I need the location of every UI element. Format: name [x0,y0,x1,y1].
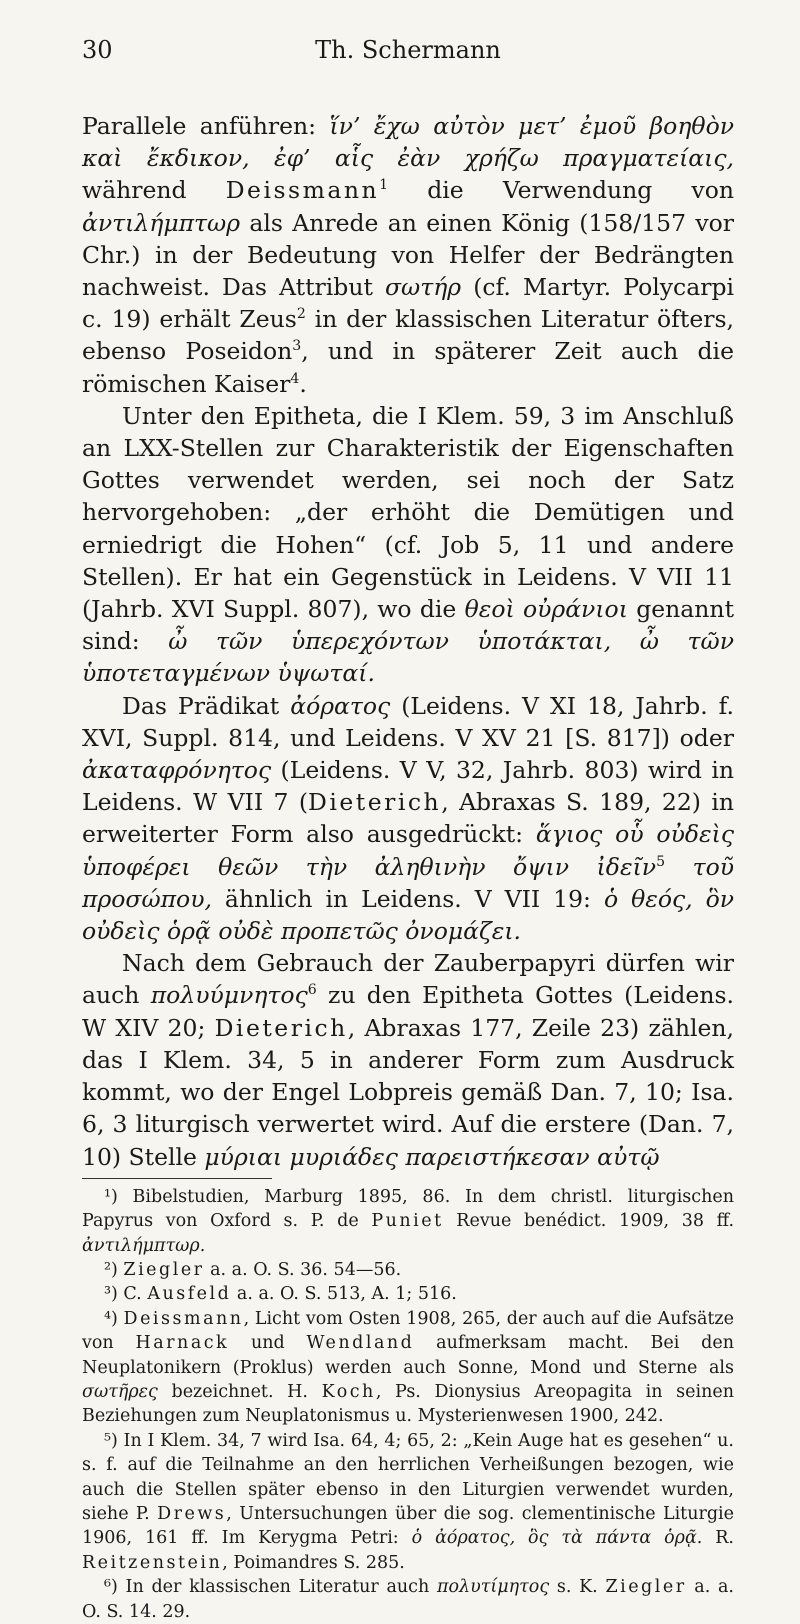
text-run: und [229,1333,307,1354]
text-run: Das Prädikat [122,691,291,720]
greek-text: τοῦ προσώπου, [82,852,734,913]
author-name: Dieterich [308,788,442,817]
text-run: R. [702,1528,734,1549]
text-run: , Ps. Dionysius Areopagita in seinen Beziehungen zum Neuplatonismus u. Mysterienwesen 1900, 242. [82,1381,735,1427]
footnotes [82,1185,734,1624]
greek-text: μύριαι μυριάδες παρειστήκεσαν αὐτῷ [204,1142,660,1171]
paragraph-1 [82,110,734,400]
author-name: Wendland [306,1333,415,1354]
text-run: ähnlich in Leidens. V VII 19: [211,884,604,913]
author-name: Harnack [135,1333,230,1354]
footnote-ref: 3 [292,338,302,355]
author-name: Ziegler [123,1259,205,1280]
greek-text: ἀντιλήμπτωρ. [82,1235,206,1256]
text-run: , Abraxas S. 189, 22) in erweiterter Form also ausgedrückt: [82,788,734,849]
author-name: Puniet [371,1211,444,1232]
greek-text: ἵν’ ἔχω αὐτὸν μετ’ ἐμοῦ βοηθὸν καὶ ἔκδικον, ἐφ’ αἷς ἐὰν χρήζω πραγματείαις, [82,112,734,173]
footnote-1 [82,1185,734,1258]
footnote-ref: 1 [379,177,389,194]
author-name: Ziegler [605,1577,687,1598]
text-run: ¹) Bibelstudien, Marburg 1895, 86. In dem christl. liturgischen Papyrus von Oxford s. P. de [82,1186,734,1232]
author-name: Drews [157,1503,227,1524]
text-run: in der klassischen Literatur öfters, ebenso Poseidon [82,305,734,366]
text-run: Unter den Epitheta, die I Klem. 59, 3 im Anschluß an LXX-Stellen zur Charakteristik der Eigenschaften Gottes verwendet werden, sei noch der Satz hervorgehoben: „der erhöht die Demütigen und erniedrigt die Hohen“ (cf. Job 5, 11 und andere Stellen). Er hat ein Gegenstück in Leidens. V VII 11 (Jahrb. XVI Suppl. 807), wo die [82,401,734,624]
greek-text: πολυύμνητος [150,981,308,1010]
text-run: ⁶) In der klassischen Literatur auch [104,1577,437,1598]
page-header [82,36,734,76]
text-run: aufmerksam macht. Bei den Neuplatonikern (Proklus) werden auch Sonne, Mond und Sterne als [82,1333,734,1378]
main-text [82,110,734,1173]
author-name: Ausfeld [147,1284,232,1305]
greek-text: σωτῆρες [82,1381,158,1402]
author-name: Koch [321,1381,376,1402]
text-run: Nach dem Gebrauch der Zauberpapyri dürfen wir auch [82,949,734,1010]
footnote-ref: 5 [656,853,666,870]
text-run: als Anrede an einen König (158/157 vor Chr.) in der Bedeutung von Helfer der Bedrängten nachweist. Das Attribut [82,208,734,302]
paragraph-2 [82,400,734,690]
author-name: Deissmann [123,1308,244,1329]
text-run: während [82,176,226,205]
footnote-divider [82,1178,272,1179]
paragraph-4 [82,947,734,1172]
footnote-ref: 6 [307,982,317,999]
text-run: , Untersuchungen über die sog. clementinische Liturgie 1906, 161 ff. Im Kerygma Petri: [82,1503,734,1549]
text-run: bezeichnet. H. [157,1381,322,1402]
greek-text: θεοὶ οὐράνιοι [464,595,628,624]
text-run [665,853,693,881]
author-name: Dieterich [214,1013,348,1042]
text-run: Parallele anführen: [82,112,330,140]
greek-text: ὦ τῶν ὑπερεχόντων ὑποτάκται, ὦ τῶν ὑποτεταγμένων ὑψωταί. [82,627,734,688]
footnote-4 [82,1307,734,1429]
greek-text: ὁ θεός, ὃν οὐδεὶς ὁρᾷ οὐδὲ προπετῶς ὀνομάζει. [82,884,734,946]
text-run: , Abraxas 177, Zeile 23) zählen, das I Klem. 34, 5 in anderer Form zum Ausdruck kommt, wo der Engel Lobpreis gemäß Dan. 7, 10; Isa. 6, 3 liturgisch verwertet wird. Auf die erstere (Dan. 7, 10) Stelle [82,1013,734,1171]
text-run: (Leidens. V V, 32, Jahrb. 803) wird in Leidens. W VII 7 ( [82,756,734,817]
text-run: genannt sind: [82,595,735,656]
greek-text: ἀκαταφρόνητος [82,756,272,785]
text-run: a. a. O. S. 513, A. 1; 516. [231,1284,457,1305]
text-run: die Verwendung von [388,176,734,205]
running-head: Th. Schermann [315,36,501,64]
footnote-ref: 4 [290,370,300,387]
text-run: , Licht vom Osten 1908, 265, der auch auf die Aufsätze von [82,1308,734,1354]
text-run: a. a. O. S. 14. 29. [82,1577,734,1622]
text-run: . [299,369,307,398]
text-run: (Leidens. V XI 18, Jahrb. f. XVI, Suppl. 814, und Leidens. V XV 21 [S. 817]) oder [82,691,734,752]
text-run: ⁵) In I Klem. 34, 7 wird Isa. 64, 4; 65, 2: „Kein Auge hat es gesehen“ u. s. f. auf die Teilnahme an den herrlichen Verheißungen bezogen, wie auch die Stellen später ebenso in den Liturgien verwendet wurden, siehe P. [82,1430,734,1524]
greek-text: ὁ ἀόρατος, ὃς τὰ πάντα ὁρᾷ. [411,1528,703,1549]
author-name: Reitzenstein [82,1552,223,1573]
text-run: Revue benédict. 1909, 38 ff. [443,1211,735,1232]
greek-text: σωτήρ [385,273,462,302]
text-run: , und in späterer Zeit auch die römischen Kaiser [82,337,734,398]
text-run: zu den Epitheta Gottes (Leidens. W XIV 20; [82,981,734,1042]
footnote-ref: 2 [296,306,306,323]
text-run: a. a. O. S. 36. 54—56. [204,1259,402,1280]
text-run: , Poimandres S. 285. [222,1552,405,1573]
paragraph-3 [82,690,734,948]
greek-text: πολυτίμητος [436,1577,550,1598]
text-run: ³) C. [104,1284,148,1305]
footnote-6 [82,1575,734,1624]
text-run: s. K. [549,1577,606,1598]
footnote-3 [82,1282,734,1306]
footnote-2 [82,1258,734,1282]
footnote-5 [82,1429,734,1575]
text-run: (cf. Martyr. Polycarpi c. 19) erhält Zeus [82,273,734,334]
text-run: ⁴) [104,1308,124,1329]
page-number: 30 [82,36,113,64]
author-name: Deissmann [225,176,380,205]
greek-text: ἅγιος οὗ οὐδεὶς ὑποφέρει θεῶν τὴν ἀληθινὴν ὄψιν ἰδεῖν [82,820,734,881]
text-run: ²) [104,1259,124,1280]
greek-text: ἀντιλήμπτωρ [82,208,241,237]
greek-text: ἀόρατος [290,691,391,720]
